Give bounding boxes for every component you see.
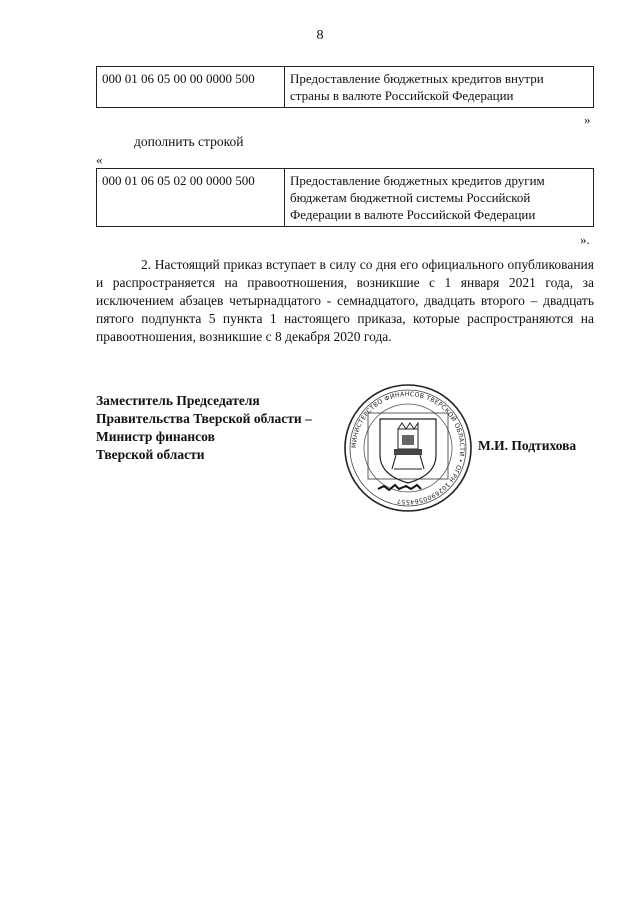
paragraph-effective-date: 2. Настоящий приказ вступает в силу со дня его официального опубликования и распространяется на правоотношения, возникшие с 1 января 2021 года, за исключением абзацев четырнадцатого - семнадцатого, двадцать второго – двадцать пятого подпункта 5 пункта 1 настоящего приказа, которые распространяются на правоотношения, возникшие с 8 декабря 2020 года. [96, 257, 594, 344]
budget-code-table-original [96, 66, 594, 108]
description-line: Федерации в валюте Российской Федерации [290, 207, 536, 222]
signatory-title-line: Правительства Тверской области – [96, 411, 312, 426]
budget-code: 000 01 06 05 00 00 0000 500 [97, 67, 285, 108]
seal-graphic [338, 383, 478, 513]
signatory-title-line: Заместитель Председателя [96, 393, 260, 408]
description-line: Предоставление бюджетных кредитов другим [290, 173, 545, 188]
signatory-title [96, 392, 312, 464]
closing-quote: » [584, 112, 591, 127]
description-line: Предоставление бюджетных кредитов внутри [290, 71, 544, 86]
signatory-title-line: Тверской области [96, 447, 205, 462]
closing-quote: ». [580, 232, 590, 247]
page-number: 8 [316, 28, 324, 43]
table-row [97, 67, 594, 108]
budget-code-table-added [96, 168, 594, 227]
budget-code-description [285, 67, 594, 108]
budget-code-description [285, 169, 594, 227]
signatory-title-line: Министр финансов [96, 429, 215, 444]
budget-code: 000 01 06 05 02 00 0000 500 [97, 169, 285, 227]
description-line: бюджетам бюджетной системы Российской [290, 190, 531, 205]
description-line: страны в валюте Российской Федерации [290, 88, 514, 103]
instruction-text: дополнить строкой [134, 134, 244, 149]
signatory-name: М.И. Подтихова [478, 438, 577, 453]
official-seal [338, 383, 478, 513]
seal-text: МИНИСТЕРСТВО ФИНАНСОВ ТВЕРСКОЙ ОБЛАСТИ • ОГРН 1026900564557 [350, 390, 466, 506]
signature-icon [378, 485, 421, 490]
opening-quote: « [96, 152, 103, 167]
table-row [97, 169, 594, 227]
coat-of-arms-icon [368, 413, 448, 483]
